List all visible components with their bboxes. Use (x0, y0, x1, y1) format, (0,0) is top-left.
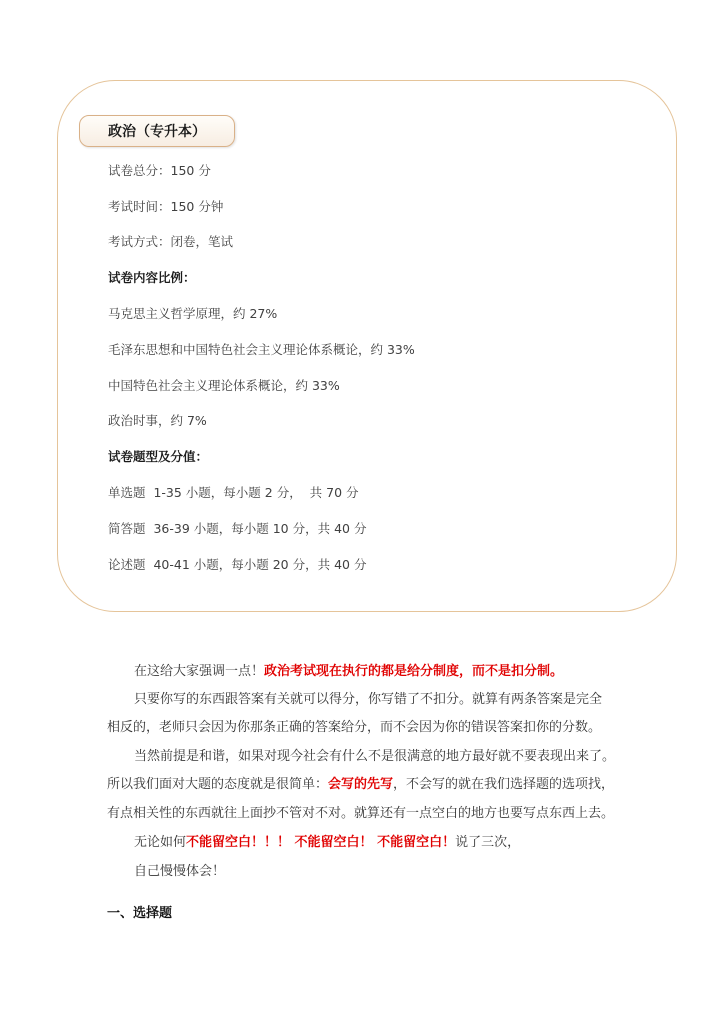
content-item: 毛泽东思想和中国特色社会主义理论体系概论，约 33% (108, 342, 415, 357)
exam-method: 考试方式：闭卷，笔试 (108, 234, 234, 249)
note-emphasis: 会写的先写 (328, 777, 394, 792)
note-paragraph-2-line: 相反的，老师只会因为你那条正确的答案给分，而不会因为你的错误答案扣你的分数。 (107, 720, 602, 735)
note-text: 在这给大家强调一点！ (134, 664, 265, 679)
note-text: 所以我们面对大题的态度就是很简单： (107, 777, 329, 792)
note-emphasis: 政治考试现在执行的都是给分制度，而不是扣分制。 (264, 664, 564, 679)
content-heading: 试卷内容比例： (108, 270, 196, 285)
note-paragraph-2-line: 只要你写的东西跟答案有关就可以得分，你写错了不扣分。就算有两条答案是完全 (134, 692, 603, 707)
types-heading: 试卷题型及分值： (108, 449, 209, 464)
note-paragraph-1 (134, 660, 654, 679)
note-paragraph-3-line: 当然前提是和谐，如果对现今社会有什么不是很满意的地方最好就不要表现出来了。 (134, 749, 616, 764)
exam-time: 考试时间：150 分钟 (108, 199, 224, 214)
note-paragraph-3-line (107, 773, 627, 792)
content-item: 马克思主义哲学原理，约 27% (108, 306, 278, 321)
total-score: 试卷总分：150 分 (108, 163, 211, 178)
note-paragraph-4 (134, 831, 654, 850)
note-paragraph-3-line: 有点相关性的东西就往上面抄不管对不对。就算还有一点空白的地方也要写点东西上去。 (107, 806, 615, 821)
content-item: 中国特色社会主义理论体系概论，约 33% (108, 378, 340, 393)
type-item: 单选题 1-35 小题，每小题 2 分， 共 70 分 (108, 485, 359, 500)
exam-title: 政治（专升本） (79, 115, 235, 147)
type-item: 简答题 36-39 小题，每小题 10 分，共 40 分 (108, 521, 367, 536)
type-item: 论述题 40-41 小题，每小题 20 分，共 40 分 (108, 557, 367, 572)
content-item: 政治时事，约 7% (108, 413, 207, 428)
note-paragraph-5: 自己慢慢体会！ (134, 864, 226, 879)
section-heading: 一、选择题 (107, 906, 173, 921)
note-text: 无论如何 (134, 835, 187, 850)
note-text: 说了三次， (455, 835, 521, 850)
note-emphasis: 不能留空白！！！ 不能留空白！ 不能留空白！ (186, 835, 456, 850)
note-text: ，不会写的就在我们选择题的选项找， (393, 777, 615, 792)
